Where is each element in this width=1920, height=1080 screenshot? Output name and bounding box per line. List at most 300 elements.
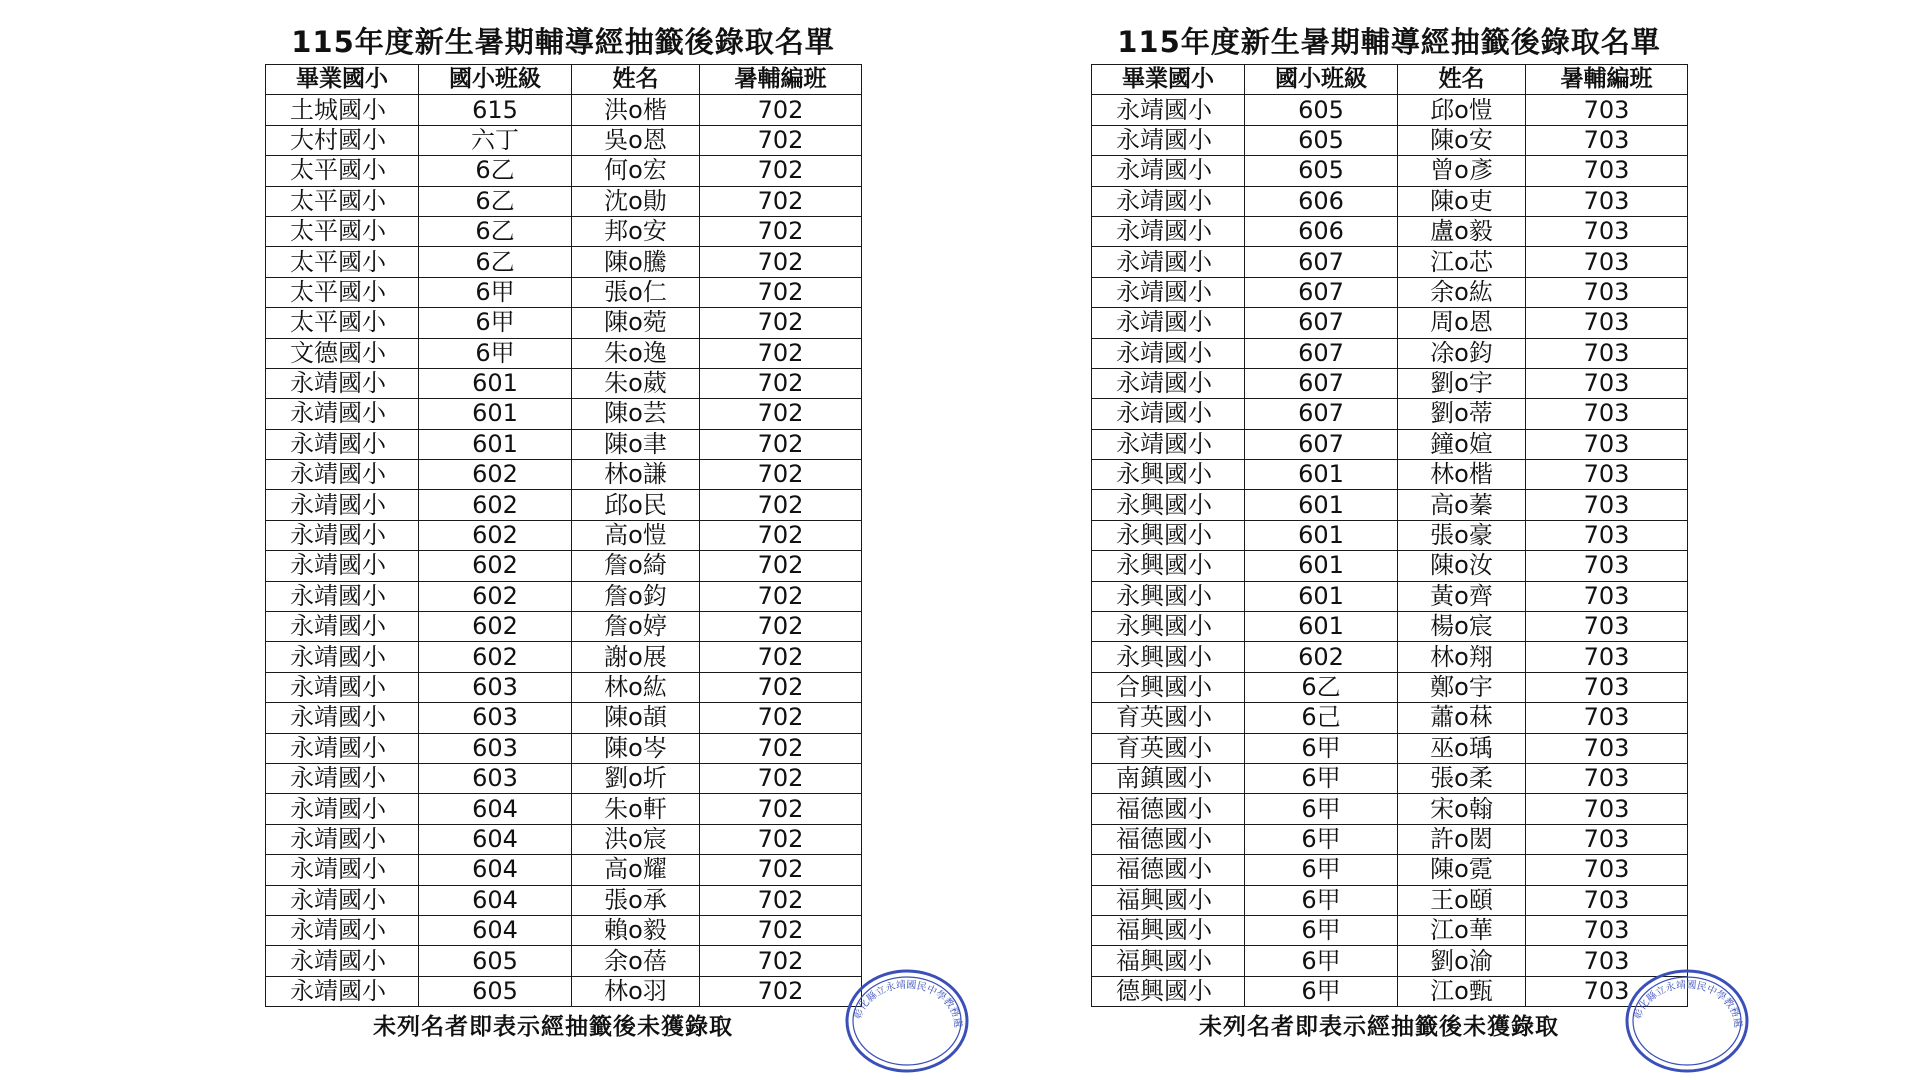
school-cell: 永靖國小	[266, 976, 419, 1006]
summer-class-cell: 703	[1526, 824, 1688, 854]
summer-class-cell: 702	[700, 915, 862, 945]
summer-class-cell: 703	[1526, 915, 1688, 945]
school-cell: 永靖國小	[1092, 216, 1245, 246]
column-header-class: 國小班級	[419, 65, 572, 95]
class-cell: 601	[1245, 581, 1398, 611]
school-cell: 福德國小	[1092, 824, 1245, 854]
column-header-name: 姓名	[1398, 65, 1526, 95]
summer-class-cell: 702	[700, 612, 862, 642]
summer-class-cell: 702	[700, 125, 862, 155]
summer-class-cell: 703	[1526, 247, 1688, 277]
name-cell: 周o恩	[1398, 308, 1526, 338]
summer-class-cell: 703	[1526, 672, 1688, 702]
sheet-title: 115年度新生暑期輔導經抽籤後錄取名單	[1117, 25, 1661, 59]
summer-class-cell: 702	[700, 976, 862, 1006]
class-cell: 607	[1245, 399, 1398, 429]
class-cell: 6乙	[1245, 672, 1398, 702]
roster-body	[1092, 95, 1688, 1007]
summer-class-cell: 702	[700, 460, 862, 490]
name-cell: 洪o楷	[572, 95, 700, 125]
class-cell: 6甲	[1245, 885, 1398, 915]
table-row	[266, 186, 862, 216]
summer-class-cell: 703	[1526, 125, 1688, 155]
summer-class-cell: 702	[700, 429, 862, 459]
school-cell: 永靖國小	[266, 672, 419, 702]
summer-class-cell: 702	[700, 338, 862, 368]
school-cell: 太平國小	[266, 247, 419, 277]
summer-class-cell: 703	[1526, 520, 1688, 550]
name-cell: 巫o瑀	[1398, 733, 1526, 763]
summer-class-cell: 703	[1526, 794, 1688, 824]
summer-class-cell: 703	[1526, 216, 1688, 246]
table-row	[266, 946, 862, 976]
table-row	[266, 794, 862, 824]
class-cell: 601	[1245, 551, 1398, 581]
school-cell: 永興國小	[1092, 612, 1245, 642]
school-cell: 永靖國小	[266, 915, 419, 945]
class-cell: 602	[419, 460, 572, 490]
name-cell: 陳o霓	[1398, 855, 1526, 885]
summer-class-cell: 702	[700, 824, 862, 854]
school-cell: 大村國小	[266, 125, 419, 155]
table-row	[1092, 642, 1688, 672]
table-row	[1092, 125, 1688, 155]
school-cell: 永興國小	[1092, 490, 1245, 520]
table-row	[1092, 581, 1688, 611]
school-cell: 永靖國小	[266, 733, 419, 763]
name-cell: 張o仁	[572, 277, 700, 307]
table-row	[266, 733, 862, 763]
summer-class-cell: 702	[700, 277, 862, 307]
table-row	[266, 95, 862, 125]
name-cell: 許o閎	[1398, 824, 1526, 854]
class-cell: 607	[1245, 277, 1398, 307]
name-cell: 黃o齊	[1398, 581, 1526, 611]
table-row	[266, 612, 862, 642]
table-row	[1092, 946, 1688, 976]
table-row	[1092, 368, 1688, 398]
summer-class-cell: 702	[700, 581, 862, 611]
summer-class-cell: 702	[700, 946, 862, 976]
name-cell: 江o甄	[1398, 976, 1526, 1006]
name-cell: 林o謙	[572, 460, 700, 490]
name-cell: 江o芯	[1398, 247, 1526, 277]
table-row	[1092, 277, 1688, 307]
summer-class-cell: 703	[1526, 399, 1688, 429]
name-cell: 江o華	[1398, 915, 1526, 945]
summer-class-cell: 702	[700, 703, 862, 733]
class-cell: 604	[419, 794, 572, 824]
table-row	[266, 156, 862, 186]
table-row	[266, 247, 862, 277]
table-row	[1092, 490, 1688, 520]
table-row	[1092, 915, 1688, 945]
roster-table	[1091, 64, 1688, 1007]
table-row	[1092, 733, 1688, 763]
summer-class-cell: 703	[1526, 976, 1688, 1006]
class-cell: 604	[419, 885, 572, 915]
summer-class-cell: 703	[1526, 277, 1688, 307]
table-row	[266, 277, 862, 307]
summer-class-cell: 702	[700, 216, 862, 246]
summer-class-cell: 703	[1526, 703, 1688, 733]
school-cell: 永靖國小	[1092, 95, 1245, 125]
class-cell: 607	[1245, 247, 1398, 277]
class-cell: 六丁	[419, 125, 572, 155]
name-cell: 洪o宸	[572, 824, 700, 854]
table-row	[266, 429, 862, 459]
class-cell: 615	[419, 95, 572, 125]
school-cell: 育英國小	[1092, 733, 1245, 763]
summer-class-cell: 702	[700, 733, 862, 763]
class-cell: 603	[419, 703, 572, 733]
name-cell: 盧o毅	[1398, 216, 1526, 246]
school-cell: 永靖國小	[1092, 156, 1245, 186]
school-cell: 永靖國小	[1092, 277, 1245, 307]
name-cell: 沈o勛	[572, 186, 700, 216]
summer-class-cell: 702	[700, 672, 862, 702]
name-cell: 宋o翰	[1398, 794, 1526, 824]
office-seal-stamp	[1623, 966, 1751, 1076]
school-cell: 福德國小	[1092, 855, 1245, 885]
school-cell: 永靖國小	[266, 794, 419, 824]
school-cell: 永靖國小	[266, 703, 419, 733]
name-cell: 劉o渝	[1398, 946, 1526, 976]
name-cell: 林o紘	[572, 672, 700, 702]
school-cell: 土城國小	[266, 95, 419, 125]
name-cell: 林o楷	[1398, 460, 1526, 490]
table-row	[1092, 338, 1688, 368]
class-cell: 601	[1245, 490, 1398, 520]
name-cell: 陳o安	[1398, 125, 1526, 155]
name-cell: 劉o圻	[572, 763, 700, 793]
name-cell: 陳o岑	[572, 733, 700, 763]
table-row	[266, 824, 862, 854]
name-cell: 陳o菀	[572, 308, 700, 338]
left-roster-sheet	[265, 20, 964, 1047]
name-cell: 邦o安	[572, 216, 700, 246]
class-cell: 606	[1245, 186, 1398, 216]
table-row	[266, 460, 862, 490]
right-roster-sheet	[1091, 20, 1744, 1047]
name-cell: 邱o愷	[1398, 95, 1526, 125]
school-cell: 太平國小	[266, 308, 419, 338]
school-cell: 永靖國小	[1092, 399, 1245, 429]
school-cell: 太平國小	[266, 186, 419, 216]
table-row	[266, 490, 862, 520]
summer-class-cell: 703	[1526, 885, 1688, 915]
table-row	[1092, 612, 1688, 642]
name-cell: 劉o蒂	[1398, 399, 1526, 429]
summer-class-cell: 703	[1526, 733, 1688, 763]
table-row	[266, 915, 862, 945]
school-cell: 永靖國小	[266, 612, 419, 642]
name-cell: 陳o騰	[572, 247, 700, 277]
summer-class-cell: 702	[700, 551, 862, 581]
table-row	[1092, 672, 1688, 702]
class-cell: 602	[419, 612, 572, 642]
table-row	[266, 216, 862, 246]
class-cell: 607	[1245, 338, 1398, 368]
school-cell: 永靖國小	[266, 642, 419, 672]
school-cell: 福興國小	[1092, 915, 1245, 945]
column-header-school: 畢業國小	[1092, 65, 1245, 95]
table-row	[1092, 460, 1688, 490]
table-row	[1092, 429, 1688, 459]
school-cell: 永興國小	[1092, 581, 1245, 611]
summer-class-cell: 703	[1526, 855, 1688, 885]
summer-class-cell: 703	[1526, 763, 1688, 793]
class-cell: 6甲	[1245, 946, 1398, 976]
table-row	[266, 763, 862, 793]
table-row	[266, 672, 862, 702]
school-cell: 永靖國小	[1092, 308, 1245, 338]
summer-class-cell: 703	[1526, 368, 1688, 398]
summer-class-cell: 702	[700, 368, 862, 398]
table-row	[1092, 763, 1688, 793]
table-row	[1092, 95, 1688, 125]
school-cell: 永靖國小	[266, 763, 419, 793]
school-cell: 福興國小	[1092, 885, 1245, 915]
school-cell: 永靖國小	[1092, 368, 1245, 398]
table-row	[266, 551, 862, 581]
class-cell: 606	[1245, 216, 1398, 246]
name-cell: 詹o綺	[572, 551, 700, 581]
name-cell: 余o紘	[1398, 277, 1526, 307]
column-header-school: 畢業國小	[266, 65, 419, 95]
class-cell: 601	[419, 399, 572, 429]
table-row	[266, 520, 862, 550]
class-cell: 6乙	[419, 247, 572, 277]
name-cell: 吳o恩	[572, 125, 700, 155]
summer-class-cell: 703	[1526, 429, 1688, 459]
name-cell: 詹o婷	[572, 612, 700, 642]
school-cell: 永靖國小	[266, 885, 419, 915]
summer-class-cell: 702	[700, 763, 862, 793]
school-cell: 永興國小	[1092, 551, 1245, 581]
summer-class-cell: 702	[700, 156, 862, 186]
class-cell: 605	[419, 946, 572, 976]
school-cell: 永靖國小	[266, 855, 419, 885]
roster-body	[266, 95, 862, 1007]
table-row	[266, 976, 862, 1006]
column-header-name: 姓名	[572, 65, 700, 95]
class-cell: 6甲	[1245, 915, 1398, 945]
class-cell: 603	[419, 763, 572, 793]
name-cell: 高o愷	[572, 520, 700, 550]
name-cell: 王o頤	[1398, 885, 1526, 915]
school-cell: 育英國小	[1092, 703, 1245, 733]
class-cell: 602	[419, 642, 572, 672]
school-cell: 永靖國小	[266, 460, 419, 490]
class-cell: 605	[1245, 156, 1398, 186]
class-cell: 605	[1245, 125, 1398, 155]
office-seal-stamp	[843, 966, 971, 1076]
table-row	[266, 368, 862, 398]
class-cell: 603	[419, 672, 572, 702]
class-cell: 6甲	[1245, 855, 1398, 885]
table-row	[266, 703, 862, 733]
svg-text:彰化縣立永靖國民中學教務處: 彰化縣立永靖國民中學教務處	[852, 979, 964, 1029]
class-cell: 6甲	[1245, 824, 1398, 854]
name-cell: 凃o鈞	[1398, 338, 1526, 368]
table-row	[1092, 551, 1688, 581]
summer-class-cell: 702	[700, 794, 862, 824]
class-cell: 604	[419, 915, 572, 945]
name-cell: 賴o毅	[572, 915, 700, 945]
class-cell: 602	[419, 520, 572, 550]
summer-class-cell: 703	[1526, 946, 1688, 976]
roster-table	[265, 64, 862, 1007]
school-cell: 永靖國小	[1092, 186, 1245, 216]
school-cell: 太平國小	[266, 277, 419, 307]
summer-class-cell: 703	[1526, 490, 1688, 520]
name-cell: 楊o宸	[1398, 612, 1526, 642]
summer-class-cell: 703	[1526, 186, 1688, 216]
school-cell: 福興國小	[1092, 946, 1245, 976]
summer-class-cell: 703	[1526, 95, 1688, 125]
name-cell: 詹o鈞	[572, 581, 700, 611]
table-row	[266, 399, 862, 429]
summer-class-cell: 703	[1526, 642, 1688, 672]
class-cell: 6甲	[1245, 794, 1398, 824]
school-cell: 永靖國小	[1092, 247, 1245, 277]
school-cell: 永靖國小	[266, 551, 419, 581]
summer-class-cell: 703	[1526, 338, 1688, 368]
table-row	[266, 885, 862, 915]
class-cell: 602	[419, 581, 572, 611]
class-cell: 603	[419, 733, 572, 763]
name-cell: 何o宏	[572, 156, 700, 186]
class-cell: 604	[419, 824, 572, 854]
table-row	[1092, 520, 1688, 550]
school-cell: 永靖國小	[266, 429, 419, 459]
class-cell: 604	[419, 855, 572, 885]
name-cell: 朱o軒	[572, 794, 700, 824]
school-cell: 永靖國小	[266, 824, 419, 854]
class-cell: 6甲	[419, 277, 572, 307]
name-cell: 張o柔	[1398, 763, 1526, 793]
table-row	[1092, 308, 1688, 338]
class-cell: 607	[1245, 429, 1398, 459]
school-cell: 永靖國小	[1092, 125, 1245, 155]
class-cell: 6乙	[419, 186, 572, 216]
table-row	[266, 308, 862, 338]
summer-class-cell: 703	[1526, 551, 1688, 581]
name-cell: 高o蓁	[1398, 490, 1526, 520]
table-row	[1092, 186, 1688, 216]
school-cell: 文德國小	[266, 338, 419, 368]
name-cell: 張o承	[572, 885, 700, 915]
class-cell: 607	[1245, 368, 1398, 398]
table-row	[1092, 824, 1688, 854]
school-cell: 永靖國小	[1092, 338, 1245, 368]
table-row	[1092, 703, 1688, 733]
table-row	[266, 642, 862, 672]
sheet-title: 115年度新生暑期輔導經抽籤後錄取名單	[291, 25, 835, 59]
header-row	[1092, 65, 1688, 95]
name-cell: 劉o宇	[1398, 368, 1526, 398]
summer-class-cell: 702	[700, 490, 862, 520]
name-cell: 陳o芸	[572, 399, 700, 429]
summer-class-cell: 703	[1526, 308, 1688, 338]
table-row	[266, 338, 862, 368]
column-header-class: 國小班級	[1245, 65, 1398, 95]
summer-class-cell: 702	[700, 885, 862, 915]
school-cell: 太平國小	[266, 156, 419, 186]
name-cell: 陳o聿	[572, 429, 700, 459]
school-cell: 永興國小	[1092, 642, 1245, 672]
name-cell: 朱o逸	[572, 338, 700, 368]
class-cell: 605	[419, 976, 572, 1006]
table-row	[266, 855, 862, 885]
summer-class-cell: 702	[700, 642, 862, 672]
school-cell: 南鎮國小	[1092, 763, 1245, 793]
class-cell: 602	[419, 490, 572, 520]
class-cell: 601	[1245, 612, 1398, 642]
name-cell: 蕭o菻	[1398, 703, 1526, 733]
school-cell: 永靖國小	[266, 520, 419, 550]
name-cell: 陳o頡	[572, 703, 700, 733]
class-cell: 6乙	[419, 216, 572, 246]
school-cell: 永靖國小	[266, 368, 419, 398]
class-cell: 605	[1245, 95, 1398, 125]
table-row	[266, 581, 862, 611]
name-cell: 曾o彥	[1398, 156, 1526, 186]
column-header-summer-class: 暑輔編班	[1526, 65, 1688, 95]
name-cell: 謝o展	[572, 642, 700, 672]
school-cell: 永靖國小	[1092, 429, 1245, 459]
summer-class-cell: 702	[700, 520, 862, 550]
school-cell: 永興國小	[1092, 520, 1245, 550]
school-cell: 永興國小	[1092, 460, 1245, 490]
header-row	[266, 65, 862, 95]
class-cell: 601	[419, 368, 572, 398]
summer-class-cell: 702	[700, 247, 862, 277]
table-row	[1092, 855, 1688, 885]
name-cell: 鄭o宇	[1398, 672, 1526, 702]
summer-class-cell: 702	[700, 308, 862, 338]
school-cell: 永靖國小	[266, 946, 419, 976]
svg-text:彰化縣立永靖國民中學教務處: 彰化縣立永靖國民中學教務處	[1632, 979, 1744, 1029]
class-cell: 6甲	[1245, 763, 1398, 793]
footnote: 未列名者即表示經抽籤後未獲錄取	[1199, 1014, 1559, 1041]
class-cell: 601	[419, 429, 572, 459]
class-cell: 6甲	[419, 308, 572, 338]
school-cell: 永靖國小	[266, 490, 419, 520]
class-cell: 601	[1245, 520, 1398, 550]
summer-class-cell: 703	[1526, 156, 1688, 186]
class-cell: 6甲	[1245, 733, 1398, 763]
school-cell: 德興國小	[1092, 976, 1245, 1006]
class-cell: 6甲	[1245, 976, 1398, 1006]
summer-class-cell: 702	[700, 95, 862, 125]
school-cell: 合興國小	[1092, 672, 1245, 702]
class-cell: 6甲	[419, 338, 572, 368]
name-cell: 陳o汝	[1398, 551, 1526, 581]
table-row	[1092, 399, 1688, 429]
name-cell: 余o蓓	[572, 946, 700, 976]
class-cell: 607	[1245, 308, 1398, 338]
summer-class-cell: 702	[700, 399, 862, 429]
summer-class-cell: 703	[1526, 612, 1688, 642]
table-row	[1092, 885, 1688, 915]
table-row	[1092, 976, 1688, 1006]
name-cell: 邱o民	[572, 490, 700, 520]
name-cell: 張o豪	[1398, 520, 1526, 550]
name-cell: 林o翔	[1398, 642, 1526, 672]
name-cell: 林o羽	[572, 976, 700, 1006]
